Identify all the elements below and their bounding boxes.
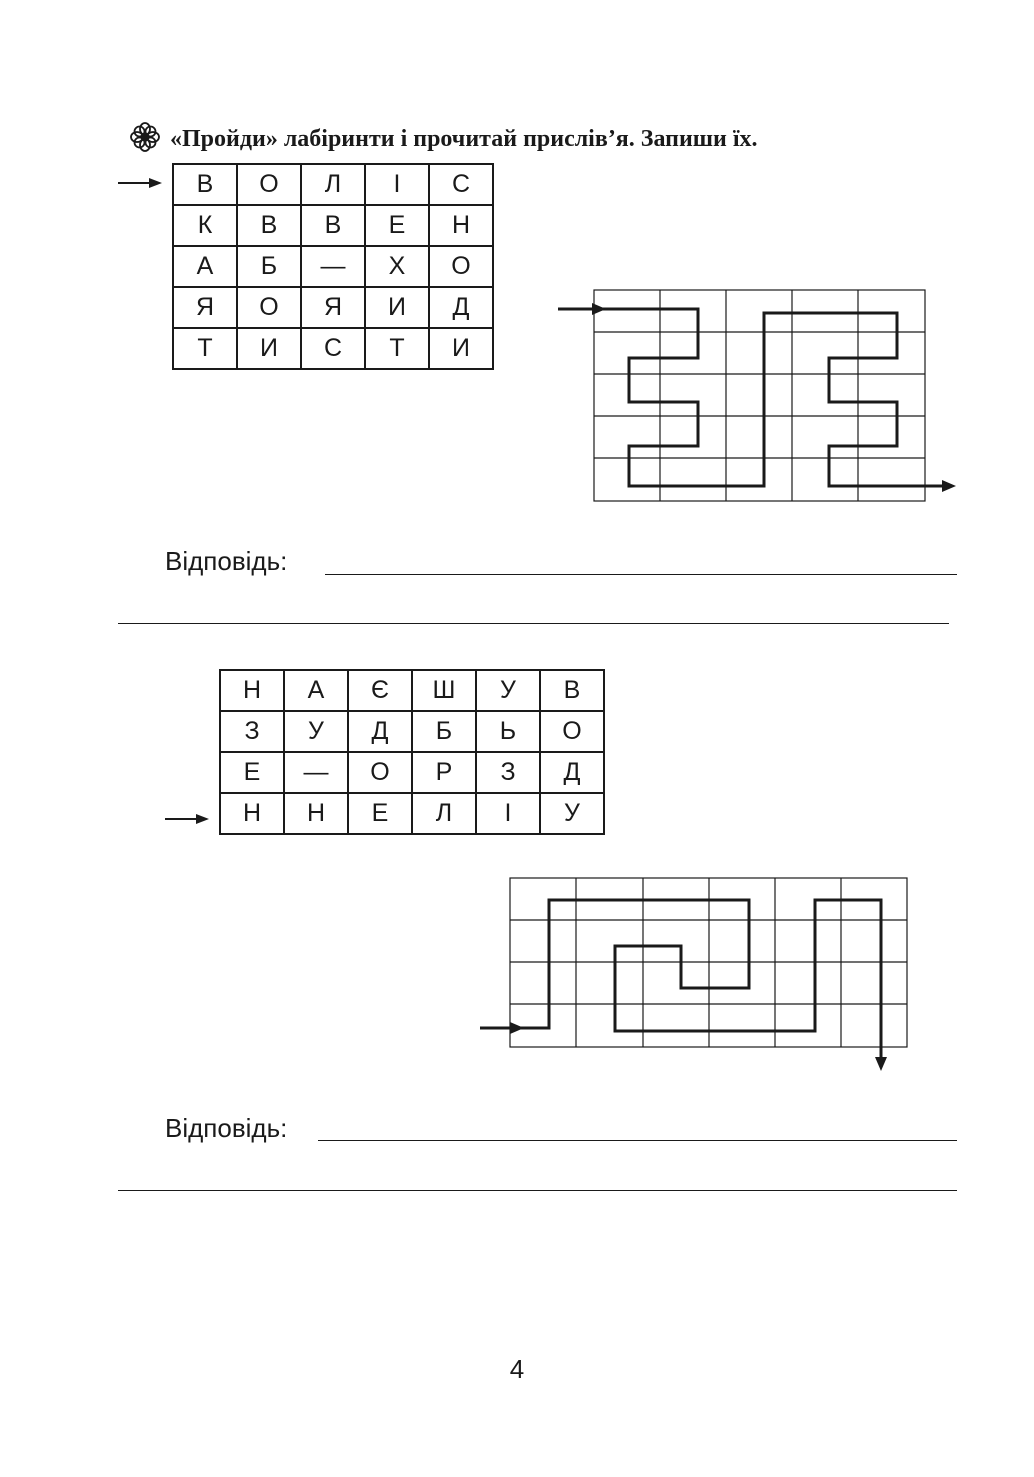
grid-cell: О — [348, 752, 412, 793]
grid-cell: Т — [365, 328, 429, 369]
page-number: 4 — [509, 1354, 525, 1384]
grid-cell: Н — [220, 670, 284, 711]
grid-cell: О — [540, 711, 604, 752]
maze-1 — [556, 288, 966, 506]
grid-cell: Х — [365, 246, 429, 287]
grid-cell: И — [365, 287, 429, 328]
grid-cell: Д — [429, 287, 493, 328]
grid-cell: Т — [173, 328, 237, 369]
grid-cell: И — [237, 328, 301, 369]
grid-cell: Н — [284, 793, 348, 834]
grid-cell: Л — [412, 793, 476, 834]
task-text: «Пройди» лабіринти і прочитай прислів’я. Запиши їх. — [170, 126, 758, 152]
grid-row — [173, 287, 493, 328]
grid-row — [220, 711, 604, 752]
grid-cell: У — [476, 670, 540, 711]
grid-cell: Е — [220, 752, 284, 793]
grid-cell: Ь — [476, 711, 540, 752]
grid-cell: Е — [365, 205, 429, 246]
start-arrow-2 — [165, 811, 211, 827]
start-arrow-1 — [118, 175, 164, 191]
answer-line-2[interactable] — [318, 1140, 957, 1141]
task-title — [130, 122, 758, 153]
grid-cell: А — [284, 670, 348, 711]
grid-cell: Н — [429, 205, 493, 246]
grid-cell: З — [220, 711, 284, 752]
grid-cell: С — [301, 328, 365, 369]
grid-cell: В — [540, 670, 604, 711]
grid-cell: О — [237, 164, 301, 205]
grid-cell: Е — [348, 793, 412, 834]
grid-row — [173, 328, 493, 369]
grid-row — [220, 752, 604, 793]
letter-grid-1 — [172, 163, 494, 370]
answer-line-1[interactable] — [325, 574, 957, 575]
grid-cell: Б — [237, 246, 301, 287]
answer-label-2: Відповідь: — [165, 1113, 288, 1143]
grid-cell: З — [476, 752, 540, 793]
grid-cell: І — [365, 164, 429, 205]
grid-cell: У — [540, 793, 604, 834]
grid-cell: С — [429, 164, 493, 205]
grid-cell: Р — [412, 752, 476, 793]
grid-cell: А — [173, 246, 237, 287]
grid-cell: — — [301, 246, 365, 287]
flower-icon — [130, 122, 160, 152]
answer-line-2b[interactable] — [118, 1190, 957, 1191]
grid-cell: Я — [173, 287, 237, 328]
grid-row — [220, 793, 604, 834]
grid-row — [173, 205, 493, 246]
grid-cell: Н — [220, 793, 284, 834]
grid-cell: І — [476, 793, 540, 834]
grid-cell: О — [237, 287, 301, 328]
grid-cell: В — [301, 205, 365, 246]
grid-row — [173, 246, 493, 287]
grid-cell: Д — [540, 752, 604, 793]
grid-cell: В — [237, 205, 301, 246]
grid-cell: Б — [412, 711, 476, 752]
grid-cell: Л — [301, 164, 365, 205]
grid-row — [173, 164, 493, 205]
grid-cell: Я — [301, 287, 365, 328]
letter-grid-2 — [219, 669, 605, 835]
grid-cell: В — [173, 164, 237, 205]
grid-cell: К — [173, 205, 237, 246]
grid-cell: — — [284, 752, 348, 793]
grid-cell: Д — [348, 711, 412, 752]
grid-row — [220, 670, 604, 711]
grid-cell: Ш — [412, 670, 476, 711]
answer-line-1b[interactable] — [118, 623, 949, 624]
grid-cell: Є — [348, 670, 412, 711]
grid-cell: У — [284, 711, 348, 752]
grid-cell: И — [429, 328, 493, 369]
maze-2 — [478, 876, 912, 1076]
grid-cell: О — [429, 246, 493, 287]
answer-label-1: Відповідь: — [165, 546, 288, 576]
